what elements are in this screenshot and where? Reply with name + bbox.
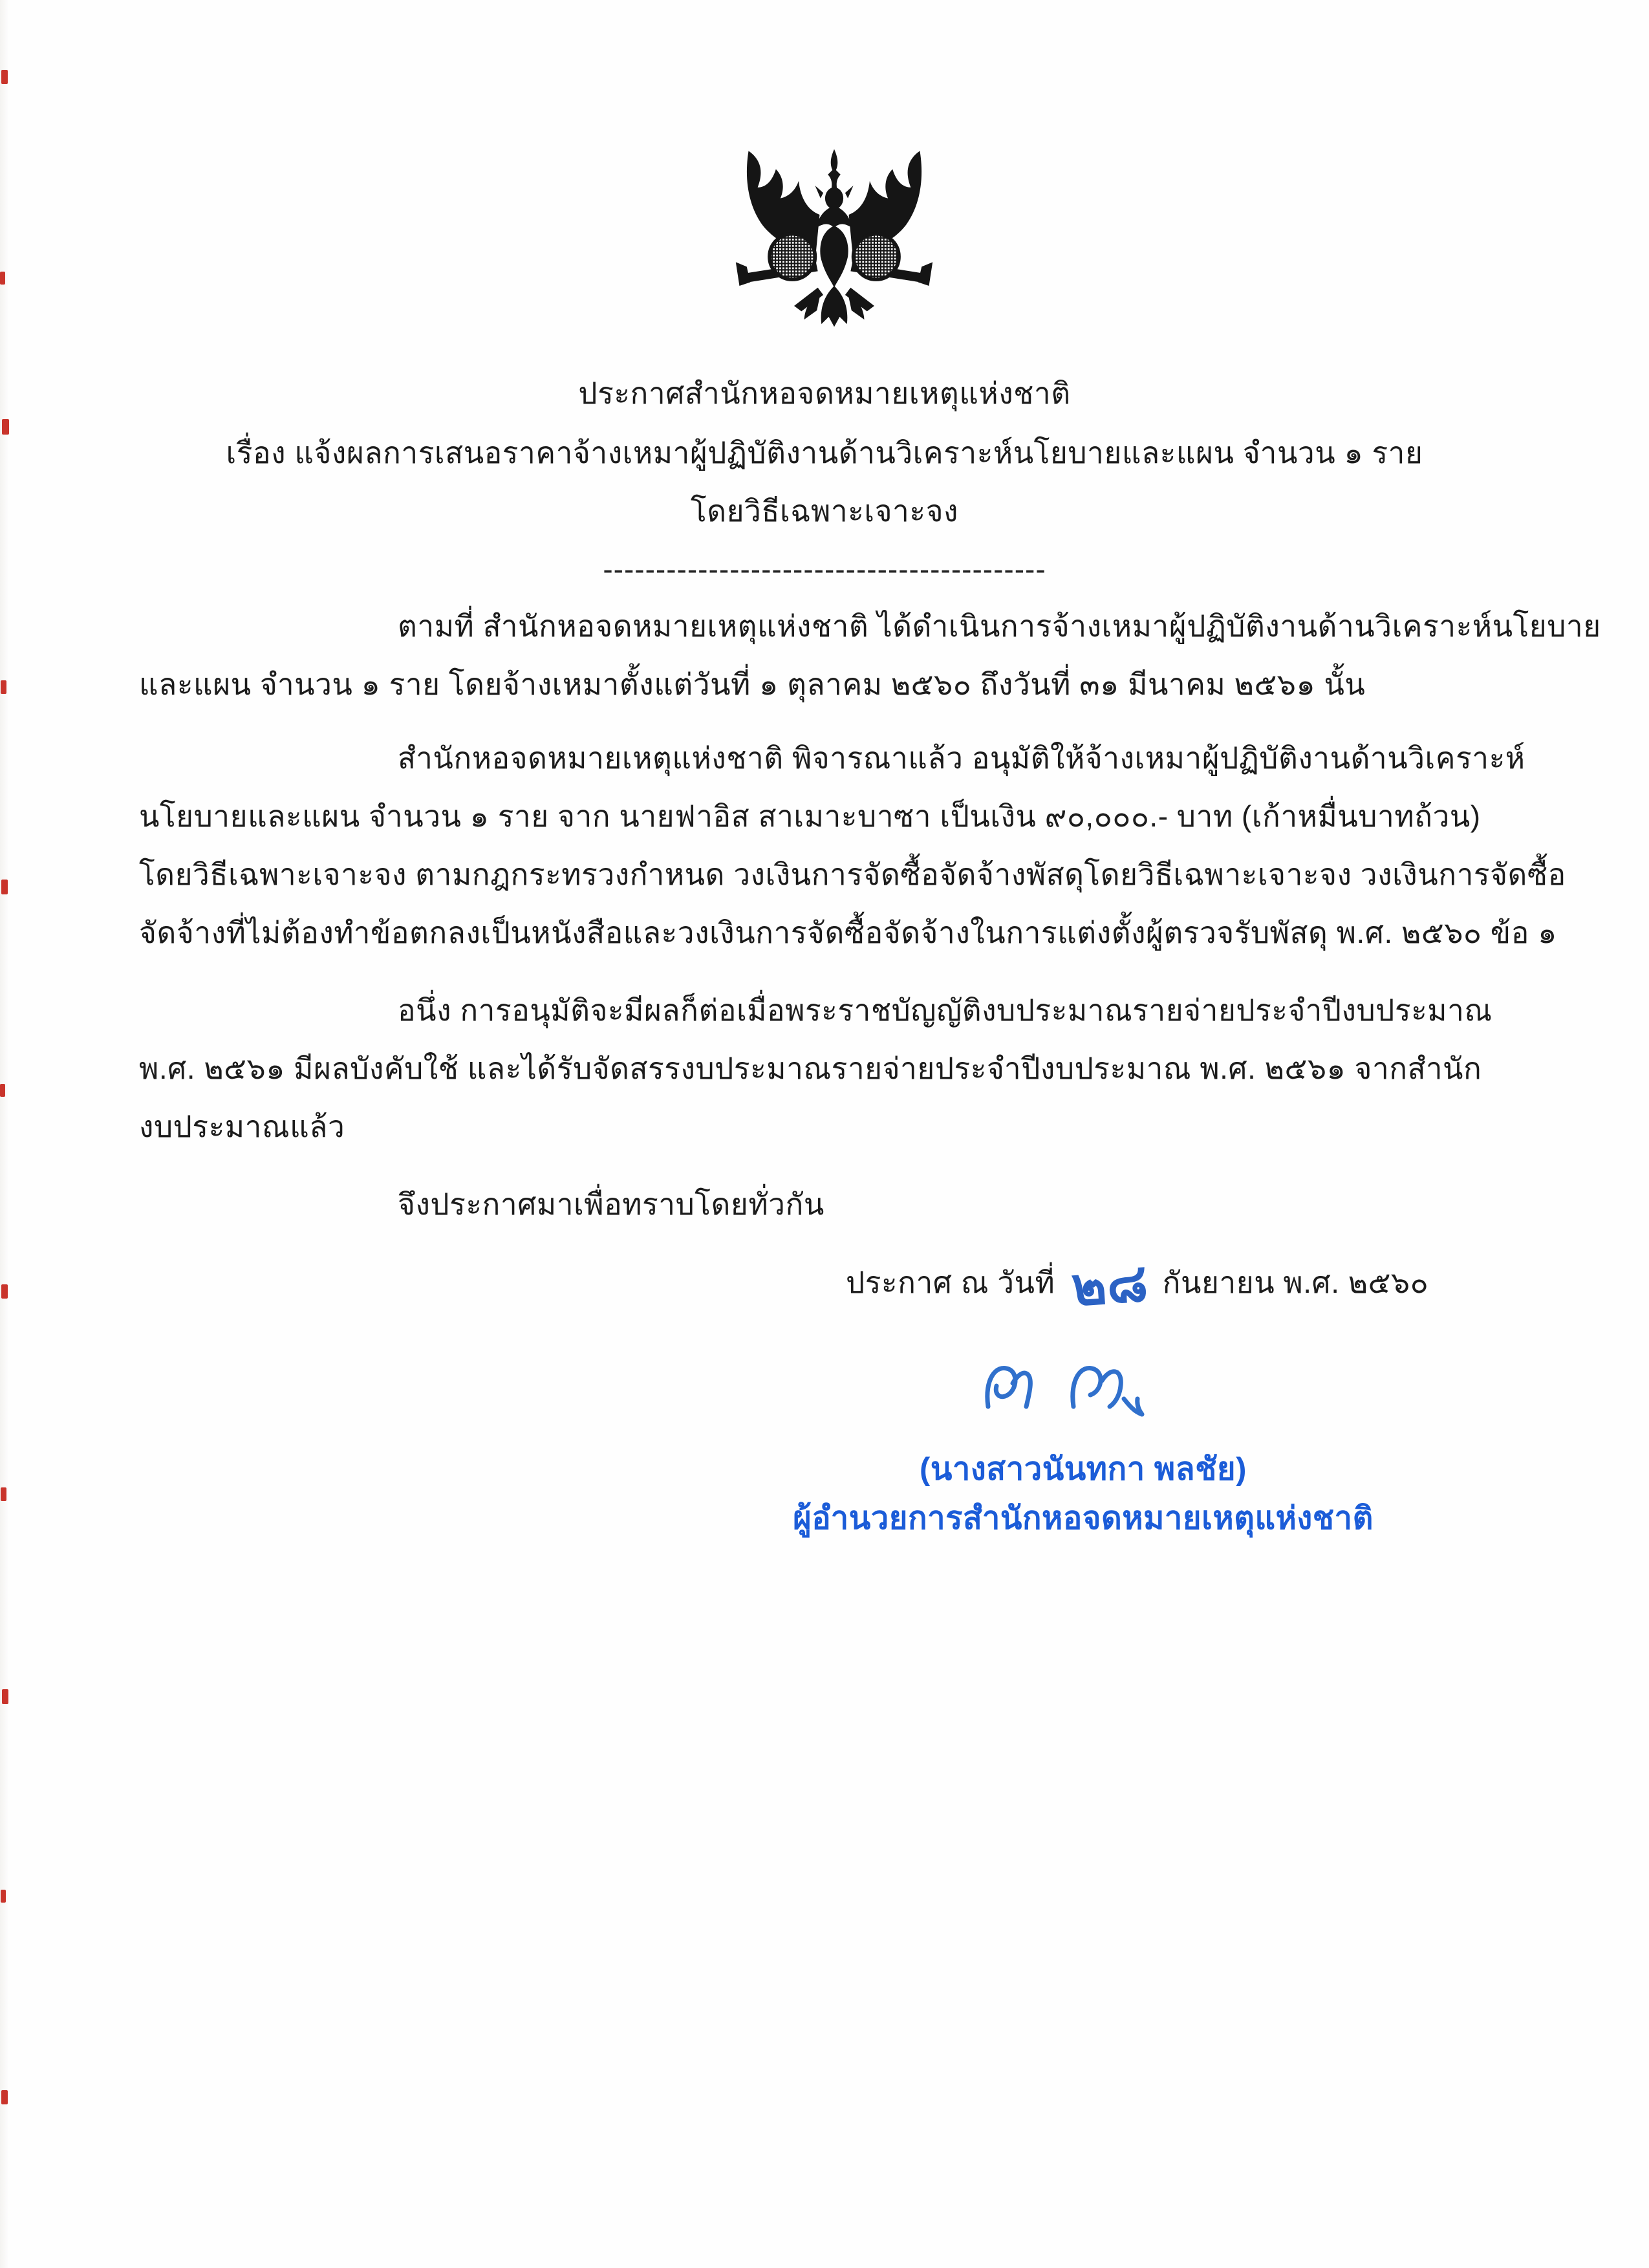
scan-artifact <box>1 2090 8 2104</box>
document-method: โดยวิธีเฉพาะเจาะจง <box>691 494 958 528</box>
scan-artifact <box>2 419 9 435</box>
paragraph-line: นโยบายและแผน จำนวน ๑ ราย จาก นายฟาอิส สาเมาะบาซา เป็นเงิน ๙๐,๐๐๐.- บาท (เก้าหมื่นบาทถ้วน) <box>139 799 1481 833</box>
paragraph-line: จัดจ้างที่ไม่ต้องทำข้อตกลงเป็นหนังสือและวงเงินการจัดซื้อจัดจ้างในการแต่งตั้งผู้ตรวจรับพัสดุ พ.ศ. ๒๕๖๐ ข้อ ๑ <box>139 916 1557 949</box>
handwritten-day-number: ๒๘ <box>1070 1253 1150 1318</box>
dashed-divider: ------------------------------------------ <box>603 552 1046 586</box>
scan-artifact <box>1 1284 8 1299</box>
garuda-emblem-icon <box>734 144 934 357</box>
paragraph-line: โดยวิธีเฉพาะเจาะจง ตามกฎกระทรวงกำหนด วงเงินการจัดซื้อจัดจ้างพัสดุโดยวิธีเฉพาะเจาะจง วงเงินการจัดซื้อ <box>139 858 1566 891</box>
paragraph-line: งบประมาณแล้ว <box>139 1110 345 1143</box>
announcement-date-line <box>846 1243 1428 1327</box>
scan-artifact <box>1 1487 6 1501</box>
scan-artifact <box>1 880 8 894</box>
closing-statement: จึงประกาศมาเพื่อทราบโดยทั่วกัน <box>398 1187 824 1221</box>
scan-artifact <box>1 1890 6 1903</box>
scan-artifact <box>0 1084 5 1097</box>
paragraph-line: และแผน จำนวน ๑ ราย โดยจ้างเหมาตั้งแต่วันที่ ๑ ตุลาคม ๒๕๖๐ ถึงวันที่ ๓๑ มีนาคม ๒๕๖๑ นั้น <box>139 667 1366 701</box>
paragraph-line: อนึ่ง การอนุมัติจะมีผลก็ต่อเมื่อพระราชบัญญัติงบประมาณรายจ่ายประจำปีงบประมาณ <box>398 993 1493 1027</box>
scan-artifact <box>1 70 8 84</box>
scan-artifact <box>2 1689 8 1704</box>
scan-artifact <box>0 272 5 285</box>
signer-name: (นางสาวนันทกา พลชัย) <box>920 1452 1247 1487</box>
date-suffix: กันยายน พ.ศ. ๒๕๖๐ <box>1162 1266 1429 1299</box>
document-subject: เรื่อง แจ้งผลการเสนอราคาจ้างเหมาผู้ปฏิบัติงานด้านวิเคราะห์นโยบายและแผน จำนวน ๑ ราย <box>226 436 1423 470</box>
paragraph-line: พ.ศ. ๒๕๖๑ มีผลบังคับใช้ และได้รับจัดสรรงบประมาณรายจ่ายประจำปีงบประมาณ พ.ศ. ๒๕๖๑ จากสำนัก <box>139 1052 1482 1085</box>
signer-position: ผู้อำนวยการสำนักหอจดหมายเหตุแห่งชาติ <box>793 1501 1374 1536</box>
handwritten-signature-icon <box>970 1342 1183 1439</box>
scan-artifact <box>1 680 6 694</box>
date-prefix: ประกาศ ณ วันที่ <box>846 1266 1055 1299</box>
paragraph-line: ตามที่ สำนักหอจดหมายเหตุแห่งชาติ ได้ดำเนินการจ้างเหมาผู้ปฏิบัติงานด้านวิเคราะห์นโยบาย <box>398 609 1601 643</box>
document-title: ประกาศสำนักหอจดหมายเหตุแห่งชาติ <box>578 376 1071 410</box>
paragraph-line: สำนักหอจดหมายเหตุแห่งชาติ พิจารณาแล้ว อนุมัติให้จ้างเหมาผู้ปฏิบัติงานด้านวิเคราะห์ <box>398 741 1525 775</box>
